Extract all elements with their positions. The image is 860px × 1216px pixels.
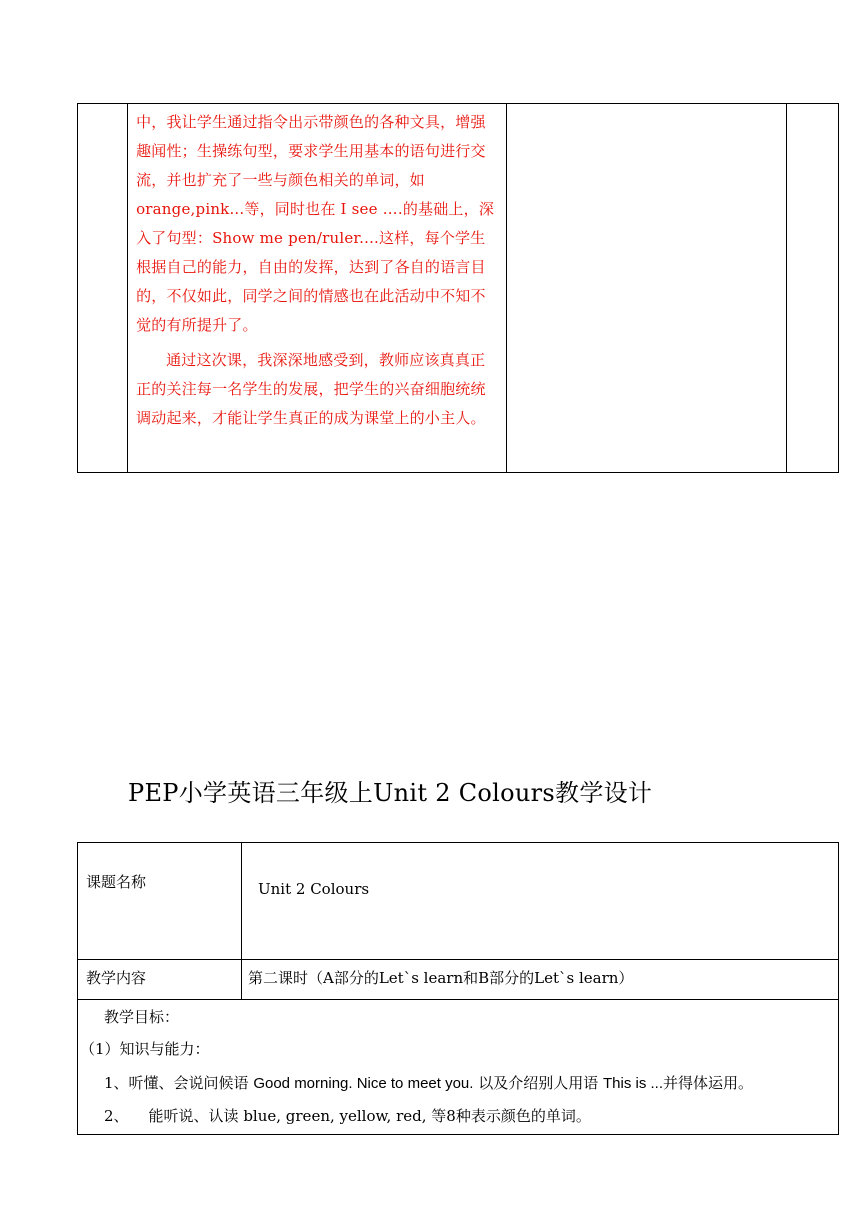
objective-item-1-text-b: 以及介绍别人用语 bbox=[473, 1074, 603, 1092]
lesson-plan-table bbox=[77, 842, 839, 1135]
objectives-heading: 教学目标： bbox=[104, 1008, 180, 1026]
reflection-text-cell bbox=[128, 104, 506, 473]
objective-item-2-number: 2、 bbox=[104, 1107, 129, 1125]
document-title: PEP小学英语三年级上Unit 2 Colours教学设计 bbox=[128, 779, 653, 807]
objective-item-1-text-c: 并得体运用。 bbox=[663, 1074, 754, 1092]
objective-section-title: （1）知识与能力： bbox=[80, 1040, 210, 1058]
reflection-paragraph-1: 中，我让学生通过指令出示带颜色的各种文具，增强趣闻性；生操练句型，要求学生用基本的语句进行交流，并也扩充了一些与颜色相关的单词，如orange,pink...等，同时也在 I see ….的基础上，深入了句型：Show me pen/ruler....这样，每个学生根据自己的能力，自由的发挥，达到了各自的语言目的，不仅如此，同学之间的情感也在此活动中不知不觉的有所提升了。 bbox=[136, 113, 495, 334]
content-value: 第二课时（A部分的Let`s learn和B部分的Let`s learn） bbox=[242, 960, 839, 1000]
content-label: 教学内容 bbox=[78, 960, 242, 1000]
objective-item-2 bbox=[104, 1105, 591, 1126]
topic-value: Unit 2 Colours bbox=[242, 843, 839, 960]
reflection-paragraph-2: 通过这次课，我深深地感受到，教师应该真真正正的关注每一名学生的发展，把学生的兴奋细胞统统调动起来，才能让学生真正的成为课堂上的小主人。 bbox=[136, 351, 486, 427]
table-cell-empty-middle bbox=[506, 104, 786, 473]
objectives-cell bbox=[78, 1000, 839, 1135]
objective-item-1 bbox=[104, 1072, 753, 1093]
objective-item-1-english-a: Good morning. Nice to meet you. bbox=[253, 1075, 474, 1092]
reflection-table bbox=[77, 103, 839, 473]
objective-item-1-english-b: This is ... bbox=[602, 1075, 663, 1092]
table-cell-empty-right bbox=[786, 104, 838, 473]
topic-label: 课题名称 bbox=[78, 843, 242, 960]
objective-item-1-text-a: 听懂、会说问候语 bbox=[128, 1074, 254, 1092]
table-cell-empty-left bbox=[78, 104, 128, 473]
objective-item-2-text: 能听说、认读 blue, green, yellow, red, 等8种表示颜色的单词。 bbox=[148, 1107, 591, 1125]
objective-item-1-number: 1、 bbox=[104, 1074, 129, 1092]
